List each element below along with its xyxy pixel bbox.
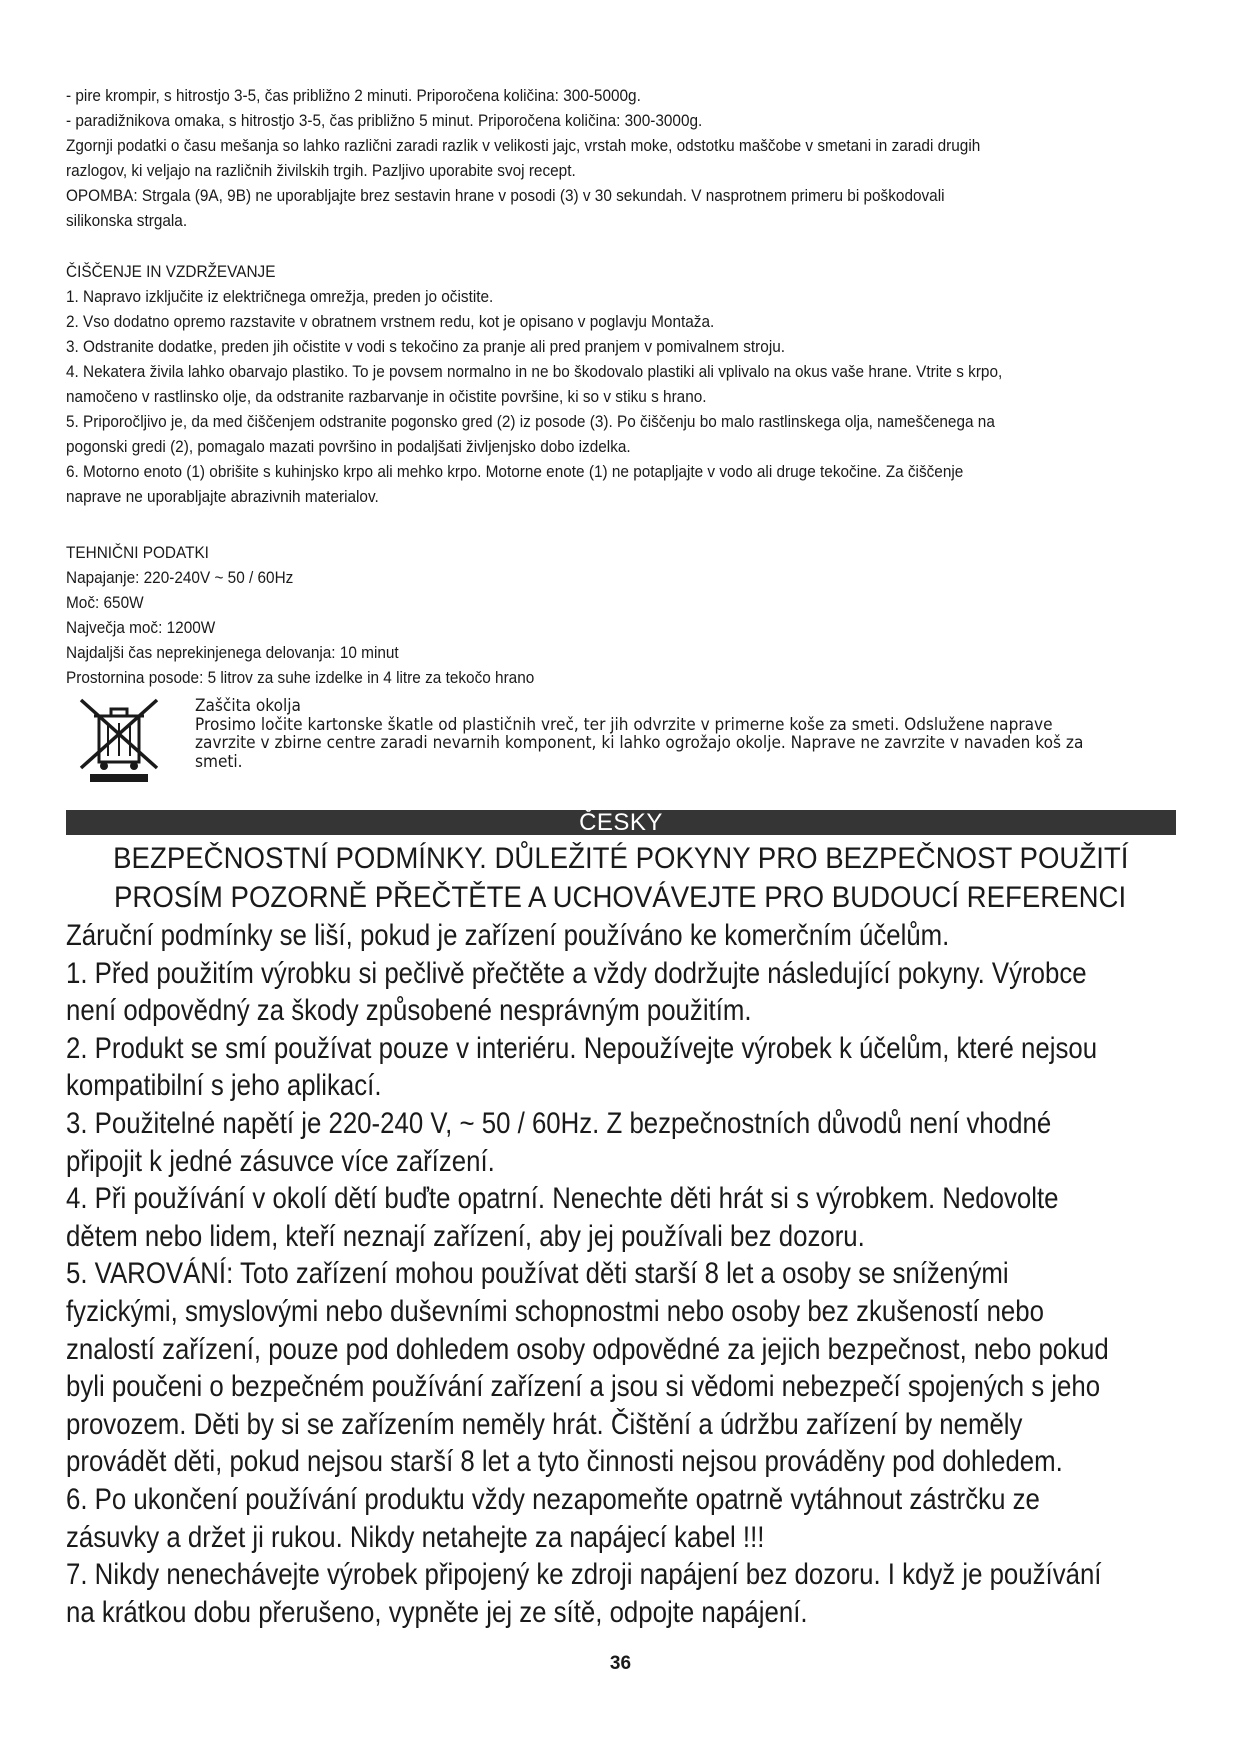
text-line: fyzickými, smyslovými nebo duševními schopnostmi nebo osoby bez zkušeností nebo <box>66 1294 1044 1328</box>
text-line: 2. Produkt se smí používat pouze v interiéru. Nepoužívejte výrobek k účelům, které nejsou <box>66 1031 1098 1065</box>
text-line: dětem nebo lidem, kteří neznají zařízení, aby jej používali bez dozoru. <box>66 1219 865 1253</box>
text-line: 5. Priporočljivo je, da med čiščenjem odstranite pogonsko gred (2) iz posode (3). Po čiščenju bo malo rastlinskega olja, nameščenega na <box>66 413 995 431</box>
page-number: 36 <box>609 1653 632 1674</box>
spec-line: Največja moč: 1200W <box>66 619 216 637</box>
text-line: znalostí zařízení, pouze pod dohledem osoby odpovědné za jejich bezpečnost, nebo pokud <box>66 1332 1109 1366</box>
notice-heading: Zaščita okolja <box>195 696 301 715</box>
crossed-bin-icon <box>66 694 172 784</box>
language-section-header: ČESKY <box>66 810 1176 835</box>
text-line: připojit k jedné zásuvce více zařízení. <box>66 1144 495 1178</box>
text-line: silikonska strgala. <box>66 212 188 230</box>
title-text: BEZPEČNOSTNÍ PODMÍNKY. DŮLEŽITÉ POKYNY PRO BEZPEČNOST POUŽITÍ <box>112 842 1129 875</box>
text-line: 4. Při používání v okolí dětí buďte opatrní. Nenechte děti hrát si s výrobkem. Nedovolte <box>66 1182 1059 1216</box>
environment-notice-text <box>195 697 1195 771</box>
text-line: zásuvky a držet ji rukou. Nikdy netahejte za napájecí kabel !!! <box>66 1520 765 1554</box>
text-line: 3. Použitelné napětí je 220-240 V, ~ 50 / 60Hz. Z bezpečnostních důvodů není vhodné <box>66 1106 1052 1140</box>
text-line: smeti. <box>195 751 243 771</box>
text-line: provozem. Děti by si se zařízením neměly hrát. Čištění a údržbu zařízení by neměly <box>66 1407 1023 1441</box>
environment-notice <box>66 694 1196 790</box>
section-heading: ČIŠČENJE IN VZDRŽEVANJE <box>66 263 276 281</box>
czech-safety-instructions <box>66 917 1196 1631</box>
slovenian-usage-notes <box>66 84 1196 234</box>
text-line: Zgornji podatki o času mešanja so lahko različni zaradi razlik v velikosti jajc, vrstah moke, odstotku maščobe v smetani in zaradi drugih <box>66 137 981 155</box>
text-line: namočeno v rastlinsko olje, da odstranite razbarvanje in očistite površine, ki so v stiku s hrano. <box>66 388 707 406</box>
title-text: PROSÍM POZORNĚ PŘEČTĚTE A UCHOVÁVEJTE PRO BUDOUCÍ REFERENCI <box>114 881 1127 914</box>
text-line: - paradižnikova omaka, s hitrostjo 3-5, čas približno 5 minut. Priporočena količina: 300-3000g. <box>66 112 703 130</box>
text-line: - pire krompir, s hitrostjo 3-5, čas približno 2 minuti. Priporočena količina: 300-5000g. <box>66 87 641 105</box>
text-line: razlogov, ki veljajo na različnih živilskih trgih. Pazljivo uporabite svoj recept. <box>66 162 576 180</box>
text-line: 6. Po ukončení používání produktu vždy nezapomeňte opatrně vytáhnout zástrčku ze <box>66 1482 1040 1516</box>
text-line: 6. Motorno enoto (1) obrišite s kuhinjsko krpo ali mehko krpo. Motorne enote (1) ne potapljajte v vodo ali druge tekočine. Za čiščenje <box>66 463 964 481</box>
text-line: 3. Odstranite dodatke, preden jih očistite v vodi s tekočino za pranje ali pred pranjem v pomivalnem stroju. <box>66 338 786 356</box>
text-line: 1. Napravo izključite iz električnega omrežja, preden jo očistite. <box>66 288 494 306</box>
slovenian-technical-data <box>66 541 1196 691</box>
text-line: kompatibilní s jeho aplikací. <box>66 1069 382 1103</box>
text-line: provádět děti, pokud nejsou starší 8 let a tyto činnosti nejsou prováděny pod dohledem. <box>66 1445 1063 1479</box>
text-line: 4. Nekatera živila lahko obarvajo plastiko. To je povsem normalno in ne bo škodovalo plastiki ali vplivalo na okus vaše hrane. Vtrite s krpo, <box>66 363 1003 381</box>
text-line: Prosimo ločite kartonske škatle od plastičnih vreč, ter jih odvrzite v primerne koše za smeti. Odslužene naprave <box>195 714 1053 734</box>
text-line: není odpovědný za škody způsobené nesprávným použitím. <box>66 994 752 1028</box>
spec-line: Prostornina posode: 5 litrov za suhe izdelke in 4 litre za tekočo hrano <box>66 669 535 687</box>
text-line: 5. VAROVÁNÍ: Toto zařízení mohou používat děti starší 8 let a osoby se sníženými <box>66 1257 1009 1291</box>
text-line: na krátkou dobu přerušeno, vypněte jej ze sítě, odpojte napájení. <box>66 1595 808 1629</box>
spec-line: Napajanje: 220-240V ~ 50 / 60Hz <box>66 569 294 587</box>
text-line: OPOMBA: Strgala (9A, 9B) ne uporabljajte brez sestavin hrane v posodi (3) v 30 sekundah. V nasprotnem primeru bi poškodovali <box>66 187 945 205</box>
slovenian-cleaning-section <box>66 260 1196 510</box>
text-line: Záruční podmínky se liší, pokud je zařízení používáno ke komerčním účelům. <box>66 919 950 952</box>
safety-title-line-2 <box>0 880 1241 916</box>
section-heading: TEHNIČNI PODATKI <box>66 544 209 562</box>
text-line: 2. Vso dodatno opremo razstavite v obratnem vrstnem redu, kot je opisano v poglavju Montaža. <box>66 313 715 331</box>
text-line: byli poučeni o bezpečném používání zařízení a jsou si vědomi nebezpečí spojených s jeho <box>66 1370 1101 1404</box>
spec-line: Moč: 650W <box>66 594 144 612</box>
safety-title-line-1 <box>0 841 1241 877</box>
spec-line: Najdaljši čas neprekinjenega delovanja: 10 minut <box>66 644 399 662</box>
text-line: pogonski gredi (2), pomagalo mazati površino in podaljšati življenjsko dobo izdelka. <box>66 438 631 456</box>
text-line: 1. Před použitím výrobku si pečlivě přečtěte a vždy dodržujte následující pokyny. Výrobce <box>66 956 1087 990</box>
text-line: naprave ne uporabljajte abrazivnih materialov. <box>66 488 379 506</box>
text-line: zavrzite v zbirne centre zaradi nevarnih komponent, ki lahko ogrožajo okolje. Naprave ne zavrzite v navaden koš za <box>195 733 1084 752</box>
text-line: 7. Nikdy nenechávejte výrobek připojený ke zdroji napájení bez dozoru. I když je používání <box>66 1558 1102 1592</box>
